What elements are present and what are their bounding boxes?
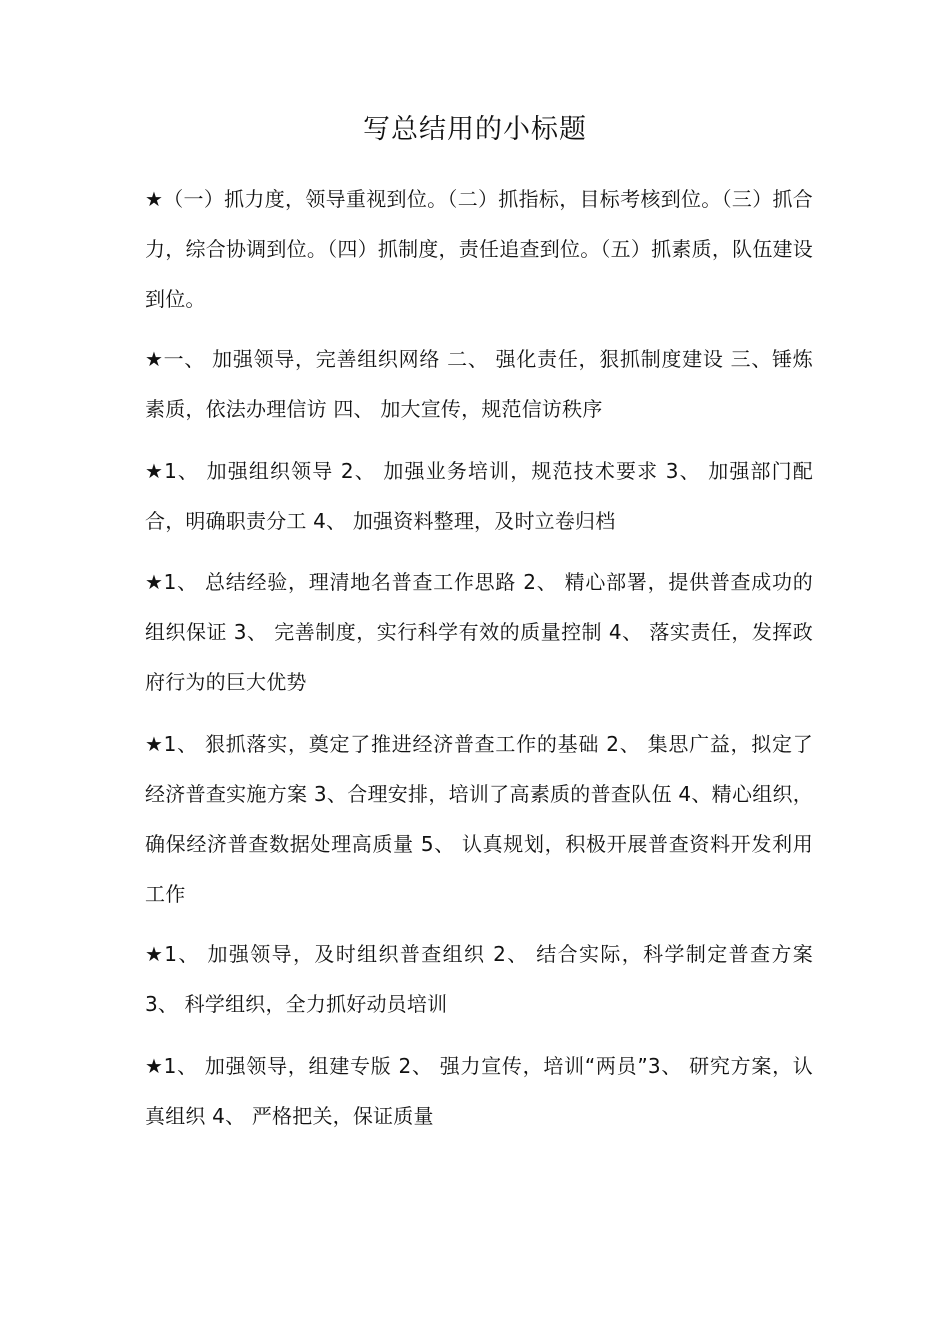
- paragraph-6: ★1、 加强领导，及时组织普查组织 2、 结合实际，科学制定普查方案 3、 科学组织，全力抓好动员培训: [145, 942, 813, 1016]
- paragraph-2: ★一、 加强领导，完善组织网络 二、 强化责任，狠抓制度建设 三、锤炼素质，依法办理信访 四、 加大宣传，规范信访秩序: [145, 347, 813, 421]
- document-title: 写总结用的小标题: [363, 114, 587, 145]
- paragraph-5: ★1、 狠抓落实，奠定了推进经济普查工作的基础 2、 集思广益，拟定了经济普查实施方案 3、合理安排，培训了高素质的普查队伍 4、精心组织，确保经济普查数据处理高质量 5、 认真规划，积极开展普查资料开发利用工作: [145, 732, 813, 906]
- paragraph-4: ★1、 总结经验，理清地名普查工作思路 2、 精心部署，提供普查成功的组织保证 3、 完善制度，实行科学有效的质量控制 4、 落实责任，发挥政府行为的巨大优势: [145, 570, 813, 694]
- paragraph-1: ★（一）抓力度，领导重视到位。（二）抓指标，目标考核到位。（三）抓合力，综合协调到位。（四）抓制度，责任追查到位。（五）抓素质，队伍建设到位。: [145, 187, 813, 311]
- paragraph-7: ★1、 加强领导，组建专版 2、 强力宣传，培训“两员”3、 研究方案，认真组织 4、 严格把关，保证质量: [145, 1054, 813, 1128]
- paragraph-3: ★1、 加强组织领导 2、 加强业务培训，规范技术要求 3、 加强部门配合，明确职责分工 4、 加强资料整理，及时立卷归档: [145, 459, 813, 533]
